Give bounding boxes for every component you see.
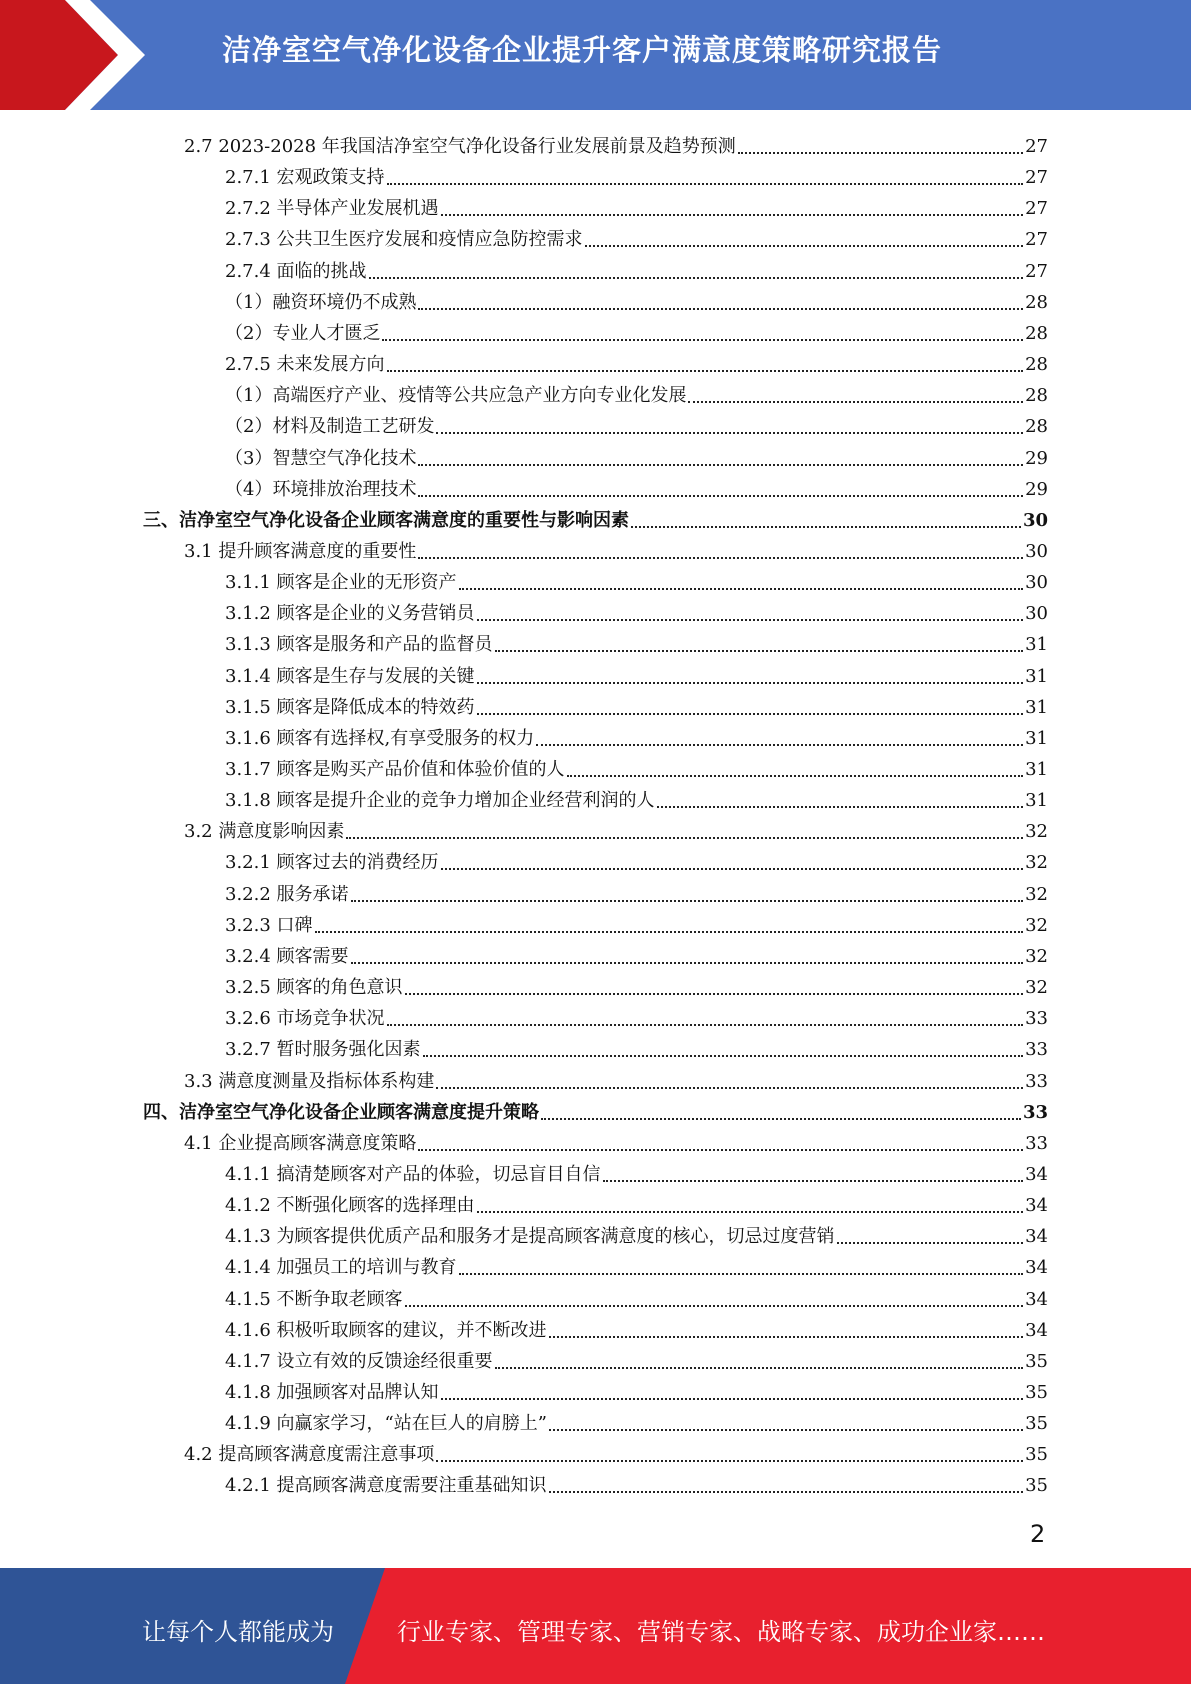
toc-dot-leader (549, 1429, 1023, 1431)
report-title: 洁净室空气净化设备企业提升客户满意度策略研究报告 (222, 33, 943, 67)
toc-entry[interactable] (225, 376, 1048, 407)
toc-entry-page: 35 (1025, 1382, 1048, 1403)
toc-entry-page: 28 (1025, 322, 1048, 344)
toc-entry-title: 3.2.5 顾客的角色意识 (225, 977, 403, 999)
toc-entry[interactable] (225, 625, 1048, 656)
toc-entry-title: 2.7 2023-2028 年我国洁净室空气净化设备行业发展前景及趋势预测 (184, 136, 736, 157)
toc-entry-title: 2.7.4 面临的挑战 (225, 260, 367, 282)
toc-dot-leader (418, 308, 1023, 310)
toc-entry-title: 3.1 提升顾客满意度的重要性 (184, 540, 417, 562)
toc-entry-page: 34 (1025, 1163, 1048, 1185)
toc-entry[interactable] (184, 1062, 1048, 1093)
toc-entry-page: 34 (1025, 1257, 1048, 1279)
toc-entry-page: 34 (1025, 1226, 1048, 1248)
toc-entry-title: 4.1.7 设立有效的反馈途经很重要 (225, 1350, 493, 1372)
toc-entry-title: 2.7.2 半导体产业发展机遇 (225, 198, 439, 220)
toc-entry[interactable] (143, 1093, 1048, 1124)
toc-entry-page: 35 (1025, 1350, 1048, 1372)
toc-dot-leader (495, 650, 1024, 652)
toc-entry[interactable] (225, 439, 1048, 470)
toc-dot-leader (423, 1055, 1024, 1057)
toc-entry[interactable] (225, 1404, 1048, 1435)
toc-entry-page: 31 (1025, 665, 1048, 687)
toc-entry[interactable] (225, 563, 1048, 594)
toc-entry-page: 35 (1025, 1444, 1048, 1466)
toc-entry[interactable] (225, 875, 1048, 906)
toc-entry-page: 30 (1022, 509, 1048, 531)
toc-dot-leader (315, 931, 1024, 933)
toc-entry-page: 28 (1025, 385, 1048, 407)
toc-dot-leader (405, 993, 1024, 995)
page-header (0, 0, 1191, 110)
toc-dot-leader (837, 1242, 1024, 1244)
toc-entry-page: 27 (1025, 167, 1048, 189)
toc-entry-page: 34 (1025, 1195, 1048, 1217)
toc-entry-page: 33 (1025, 1039, 1048, 1061)
toc-entry[interactable] (184, 532, 1048, 563)
toc-entry[interactable] (225, 937, 1048, 968)
toc-entry[interactable] (225, 470, 1048, 501)
toc-entry-page: 31 (1025, 790, 1048, 812)
toc-dot-leader (536, 744, 1023, 746)
toc-entry-title: 3.2.1 顾客过去的消费经历 (225, 852, 439, 874)
toc-dot-leader (436, 432, 1023, 434)
toc-dot-leader (541, 1118, 1021, 1120)
toc-entry-title: 3.1.3 顾客是服务和产品的监督员 (225, 634, 493, 656)
toc-dot-leader (441, 214, 1024, 216)
footer-slogan-right: 行业专家、管理专家、营销专家、战略专家、成功企业家…… (397, 1618, 1045, 1646)
toc-entry-title: 3.1.1 顾客是企业的无形资产 (225, 572, 457, 594)
toc-dot-leader (738, 152, 1023, 154)
toc-dot-leader (351, 900, 1024, 902)
toc-dot-leader (567, 775, 1024, 777)
toc-entry-page: 33 (1025, 1132, 1048, 1154)
toc-entry-title: （1）高端医疗产业、疫情等公共应急产业方向专业化发展 (225, 385, 687, 407)
toc-entry[interactable] (225, 158, 1048, 189)
toc-dot-leader (418, 464, 1023, 466)
toc-entry-page: 32 (1025, 852, 1048, 874)
toc-entry-page: 32 (1025, 945, 1048, 967)
toc-entry[interactable] (225, 906, 1048, 937)
toc-dot-leader (477, 713, 1024, 715)
toc-entry-title: （2）专业人才匮乏 (225, 322, 381, 344)
toc-entry-title: 4.1.1 搞清楚顾客对产品的体验，切忌盲目自信 (225, 1163, 601, 1185)
toc-entry-title: 2.7.5 未来发展方向 (225, 354, 385, 376)
toc-dot-leader (549, 1491, 1024, 1493)
toc-dot-leader (387, 183, 1024, 185)
toc-dot-leader (585, 245, 1024, 247)
toc-entry[interactable] (225, 1155, 1048, 1186)
toc-entry[interactable] (225, 1217, 1048, 1248)
toc-entry-page: 30 (1025, 572, 1048, 594)
toc-entry-page: 33 (1022, 1101, 1048, 1123)
toc-dot-leader (603, 1180, 1024, 1182)
toc-entry-page: 31 (1025, 727, 1048, 749)
toc-entry-title: （4）环境排放治理技术 (225, 478, 417, 500)
toc-dot-leader (657, 806, 1024, 808)
toc-entry[interactable] (225, 1466, 1048, 1497)
toc-entry[interactable] (184, 1124, 1048, 1155)
toc-entry[interactable] (225, 1248, 1048, 1279)
toc-dot-leader (477, 619, 1024, 621)
toc-dot-leader (382, 339, 1023, 341)
page-footer (0, 1568, 1191, 1684)
toc-dot-leader (436, 1460, 1023, 1462)
toc-entry-title: 3.2.4 顾客需要 (225, 945, 349, 967)
toc-entry[interactable] (184, 127, 1048, 158)
toc-entry-page: 32 (1025, 914, 1048, 936)
toc-entry[interactable] (225, 594, 1048, 625)
toc-entry-page: 32 (1025, 883, 1048, 905)
toc-dot-leader (387, 1024, 1024, 1026)
toc-dot-leader (436, 1087, 1023, 1089)
toc-entry[interactable] (225, 781, 1048, 812)
toc-entry-page: 28 (1025, 354, 1048, 376)
toc-entry-title: 3.1.7 顾客是购买产品价值和体验价值的人 (225, 759, 565, 780)
toc-entry-title: 3.1.5 顾客是降低成本的特效药 (225, 696, 475, 718)
toc-entry-title: 4.1.9 向赢家学习，“站在巨人的肩膀上” (225, 1413, 547, 1435)
toc-entry-title: 三、洁净室空气净化设备企业顾客满意度的重要性与影响因素 (143, 509, 629, 531)
toc-entry-title: 3.2.6 市场竞争状况 (225, 1008, 385, 1030)
toc-entry-title: 4.2 提高顾客满意度需注意事项 (184, 1444, 435, 1466)
toc-entry[interactable] (225, 750, 1048, 781)
toc-entry[interactable] (184, 812, 1048, 843)
toc-dot-leader (418, 557, 1023, 559)
toc-entry-page: 27 (1025, 260, 1048, 282)
toc-entry-title: （3）智慧空气净化技术 (225, 447, 417, 469)
toc-entry[interactable] (225, 314, 1048, 345)
toc-entry-page: 30 (1025, 540, 1048, 562)
toc-entry-page: 35 (1025, 1413, 1048, 1435)
toc-entry-page: 31 (1025, 696, 1048, 718)
toc-entry[interactable] (225, 968, 1048, 999)
toc-dot-leader (418, 1149, 1023, 1151)
toc-entry-page: 28 (1025, 416, 1048, 438)
toc-entry[interactable] (225, 1311, 1048, 1342)
toc-entry[interactable] (225, 843, 1048, 874)
toc-dot-leader (477, 1211, 1024, 1213)
toc-entry-title: 4.1.4 加强员工的培训与教育 (225, 1257, 457, 1279)
footer-slogan-left: 让每个人都能成为 (142, 1618, 334, 1646)
toc-entry-title: 3.2 满意度影响因素 (184, 821, 345, 843)
toc-entry[interactable] (225, 189, 1048, 220)
toc-entry-title: （2）材料及制造工艺研发 (225, 416, 435, 438)
toc-entry[interactable] (225, 719, 1048, 750)
toc-dot-leader (477, 682, 1024, 684)
toc-dot-leader (459, 588, 1024, 590)
toc-entry[interactable] (225, 657, 1048, 688)
toc-entry-page: 30 (1025, 603, 1048, 625)
toc-dot-leader (369, 277, 1024, 279)
toc-entry-title: 3.1.4 顾客是生存与发展的关键 (225, 665, 475, 687)
toc-dot-leader (418, 495, 1023, 497)
toc-dot-leader (405, 1305, 1024, 1307)
toc-entry[interactable] (225, 345, 1048, 376)
toc-entry-title: 3.2.7 暂时服务强化因素 (225, 1039, 421, 1061)
toc-entry-page: 33 (1025, 1070, 1048, 1092)
toc-entry[interactable] (225, 1186, 1048, 1217)
toc-entry[interactable] (225, 407, 1048, 438)
toc-dot-leader (549, 1336, 1024, 1338)
toc-entry-title: 四、洁净室空气净化设备企业顾客满意度提升策略 (143, 1101, 539, 1123)
toc-entry-page: 27 (1025, 198, 1048, 220)
toc-entry-page: 33 (1025, 1008, 1048, 1030)
toc-entry-page: 28 (1025, 291, 1048, 313)
toc-dot-leader (688, 401, 1023, 403)
toc-dot-leader (441, 868, 1024, 870)
toc-entry-title: 4.1.6 积极听取顾客的建议，并不断改进 (225, 1319, 547, 1341)
toc-dot-leader (351, 962, 1024, 964)
toc-entry-title: 3.3 满意度测量及指标体系构建 (184, 1070, 435, 1092)
toc-entry-page: 32 (1025, 977, 1048, 999)
toc-entry-page: 27 (1025, 229, 1048, 251)
toc-entry[interactable] (184, 1435, 1048, 1466)
page-number: 2 (1030, 1520, 1046, 1548)
toc-dot-leader (441, 1398, 1024, 1400)
toc-entry-title: 4.1.2 不断强化顾客的选择理由 (225, 1195, 475, 1217)
toc-entry-page: 32 (1025, 821, 1048, 843)
toc-entry-title: 3.2.2 服务承诺 (225, 883, 349, 905)
toc-entry-page: 31 (1025, 634, 1048, 656)
toc-entry-title: 3.2.3 口碑 (225, 914, 313, 936)
toc-entry-page: 29 (1025, 478, 1048, 500)
toc-dot-leader (631, 526, 1021, 528)
toc-entry[interactable] (225, 999, 1048, 1030)
toc-entry-page: 34 (1025, 1319, 1048, 1341)
toc-entry-title: 4.1.3 为顾客提供优质产品和服务才是提高顾客满意度的核心，切忌过度营销 (225, 1226, 835, 1248)
toc-entry-title: （1）融资环境仍不成熟 (225, 291, 417, 313)
toc-entry-page: 35 (1025, 1475, 1048, 1497)
toc-entry-title: 4.1.5 不断争取老顾客 (225, 1288, 403, 1310)
toc-entry[interactable] (225, 252, 1048, 283)
toc-dot-leader (495, 1367, 1024, 1369)
toc-entry[interactable] (225, 220, 1048, 251)
toc-entry-title: 3.1.8 顾客是提升企业的竞争力增加企业经营利润的人 (225, 790, 655, 812)
toc-entry-page: 31 (1025, 759, 1048, 780)
toc-dot-leader (387, 370, 1024, 372)
toc-entry[interactable] (225, 1280, 1048, 1311)
toc-entry[interactable] (225, 1030, 1048, 1061)
toc-entry-title: 3.1.6 顾客有选择权,有享受服务的权力 (225, 727, 535, 749)
toc-entry-title: 4.2.1 提高顾客满意度需要注重基础知识 (225, 1475, 547, 1497)
toc-entry[interactable] (225, 283, 1048, 314)
toc-entry-page: 29 (1025, 447, 1048, 469)
toc-entry-page: 34 (1025, 1288, 1048, 1310)
toc-entry-title: 2.7.1 宏观政策支持 (225, 167, 385, 189)
toc-entry-title: 4.1 企业提高顾客满意度策略 (184, 1132, 417, 1154)
toc-entry-title: 3.1.2 顾客是企业的义务营销员 (225, 603, 475, 625)
toc-dot-leader (346, 837, 1023, 839)
toc-entry-title: 4.1.8 加强顾客对品牌认知 (225, 1382, 439, 1403)
toc-entry-page: 27 (1025, 136, 1048, 157)
toc-entry[interactable] (143, 501, 1048, 532)
toc-entry[interactable] (225, 1342, 1048, 1373)
header-chevron-decoration (0, 0, 160, 110)
toc-entry[interactable] (225, 1373, 1048, 1404)
toc-entry-title: 2.7.3 公共卫生医疗发展和疫情应急防控需求 (225, 229, 583, 251)
toc-entry[interactable] (225, 688, 1048, 719)
toc-dot-leader (459, 1273, 1024, 1275)
